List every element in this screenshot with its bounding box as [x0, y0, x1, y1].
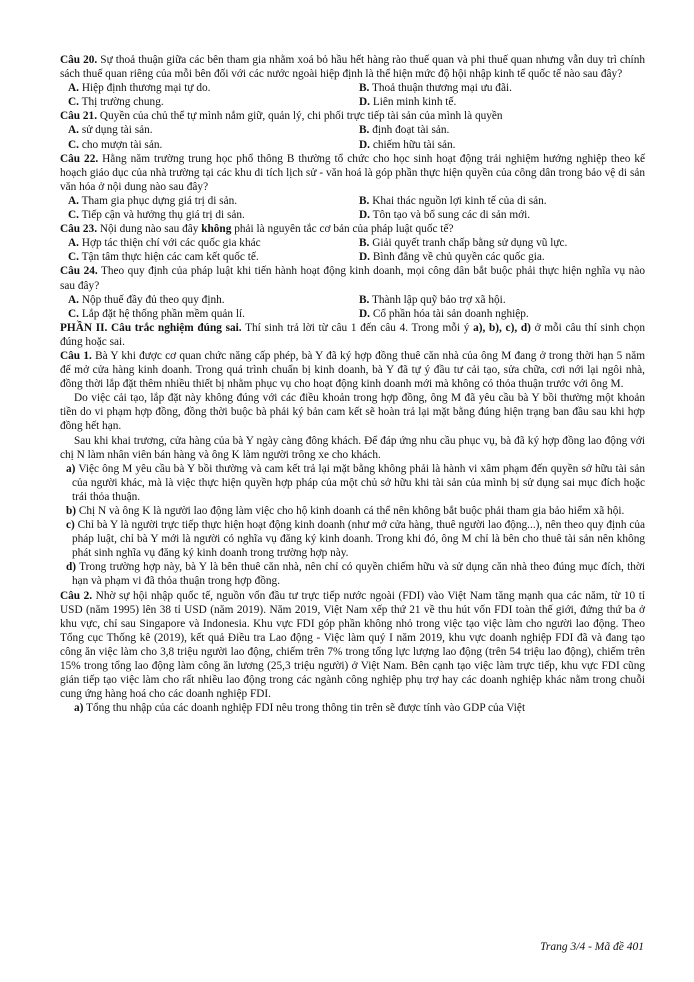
option-a[interactable]: A. Hiệp định thương mại tự do. — [68, 82, 211, 95]
question-22 — [60, 152, 645, 222]
paragraph: Do việc cải tạo, lắp đặt này không đúng với các điều khoản trong hợp đồng, ông M đã yêu cầu bà Y bồi thường một khoản tiền do vi phạm hợp đồng, đồng thời buộc bà phải ký bản cam kết sẽ hoàn trả lại mặt bằng đúng hiện trạng ban đầu sau khi hợp đồng hết hạn. — [60, 392, 645, 433]
option-c[interactable]: C. Tiếp cận và hưởng thụ giá trị di sản. — [68, 209, 245, 222]
question-text-end: phải là nguyên tắc cơ bản của pháp luật quốc tế? — [231, 223, 454, 236]
question-20 — [60, 53, 645, 109]
option-b[interactable]: B. Thành lập quỹ bảo trợ xã hội. — [359, 293, 506, 306]
question-number: Câu 22. — [60, 152, 99, 165]
question-21 — [60, 109, 645, 151]
true-false-question-1 — [60, 349, 645, 589]
question-number: Câu 20. — [60, 54, 98, 66]
question-text: Sự thoả thuận giữa các bên tham gia nhằm xoá bỏ hầu hết hàng rào thuế quan và phi thuế quan nhưng vẫn duy trì chính sách thuế quan riêng của mỗi bên đối với các nước ngoài hiệp định là thể hiện mức độ hội nhập kinh tế quốc tế nào sau đây? — [60, 54, 645, 81]
option-c[interactable]: C. Lắp đặt hệ thống phần mềm quản lí. — [68, 307, 245, 320]
paragraph: Nhờ sự hội nhập quốc tế, nguồn vốn đầu tư trực tiếp nước ngoài (FDI) vào Việt Nam tăng mạnh qua các năm, từ 10 tỉ USD (năm 1995) lên 38 tỉ USD (năm 2019). Năm 2019, Việt Nam xếp thứ 21 về thu hút vốn FDI toàn thế giới, đứng thứ ba ở khu vực, chỉ sau Singapore và Indonesia. Khu vực FDI góp phần không nhỏ trong việc tạo việc làm cho người lao động. Theo Tổng cục Thống kê (2019), kết quả Điều tra Lao động - Việc làm quý I năm 2019, khu vực doanh nghiệp FDI đã và đang tạo công ăn việc làm cho 3,8 triệu người lao động, chiếm trên 7% trong tổng lực lượng lao động (trên 54 triệu lao động), chiếm trên 15% trong tổng lao động làm công ăn lương (25,3 triệu người) ở Việt Nam. Bên cạnh tạo việc làm trực tiếp, khu vực FDI cũng gián tiếp tạo việc làm cho rất nhiều lao động trong các ngành công nghiệp phụ trợ hay các doanh nghiệp khác nằm trong chuỗi cung ứng hàng hoá cho các doanh nghiệp FDI. — [60, 589, 646, 701]
option-b[interactable]: B. Giải quyết tranh chấp bằng sử dụng vũ lực. — [359, 237, 568, 250]
option-a[interactable]: A. Hợp tác thiện chí với các quốc gia khác — [68, 237, 261, 250]
question-24 — [60, 264, 645, 320]
paragraph: Bà Y khi được cơ quan chức năng cấp phép, bà Y đã ký hợp đồng thuê căn nhà của ông M đang ở trong thời hạn 5 năm để mở cửa hàng kinh doanh. Trong quá trình chuẩn bị kinh doanh, bà Y đã tự ý đầu tư cải tạo, sửa chữa, cơi nới lại ngôi nhà, đồng thời lắp đặt thêm nhiều thiết bị nhằm phục vụ cho hoạt động kinh doanh mới mà không có thỏa thuận trước với ông M. — [60, 349, 646, 391]
statement-a[interactable]: a) Việc ông M yêu cầu bà Y bồi thường và cam kết trả lại mặt bằng không phải là hành vi xâm phạm đến quyền sở hữu tài sản của người khác, mà là việc thực hiện quyền hợp pháp của một chủ sở hữu khi tài sản của mình bị sử dụng sai mục đích hoặc trái thỏa thuận. — [66, 462, 645, 503]
question-number: Câu 21. — [60, 110, 98, 123]
option-d[interactable]: D. Liên minh kinh tế. — [359, 96, 457, 109]
statement-d[interactable]: d) Trong trường hợp này, bà Y là bên thuê căn nhà, nên chỉ có quyền chiếm hữu và sử dụng căn nhà theo đúng mục đích, thời hạn và phạm vi đã thỏa thuận trong hợp đồng. — [66, 561, 645, 588]
statement-c[interactable]: c) Chỉ bà Y là người trực tiếp thực hiện hoạt động kinh doanh (như mở cửa hàng, thuê người lao động...), nên theo quy định của pháp luật, chỉ bà Y mới là người có nghĩa vụ đăng ký kinh doanh. Trong khi đó, ông M chỉ là bên cho thuê tài sản nên không phát sinh nghĩa vụ đăng ký kinh doanh trong trường hợp này. — [66, 519, 646, 560]
paragraph: Sau khi khai trương, cửa hàng của bà Y ngày càng đông khách. Để đáp ứng nhu cầu phục vụ, bà đã ký hợp đồng lao động với chị N làm nhân viên bán hàng và ông K làm người trông xe cho khách. — [60, 434, 645, 461]
part2-heading: PHẦN II. Câu trắc nghiệm đúng sai. Thí sinh trả lời từ câu 1 đến câu 4. Trong mỗi ý a), b), c), d) ở mỗi câu thí sinh chọn đúng hoặc sai. — [60, 321, 645, 348]
question-number: Câu 24. — [60, 265, 98, 278]
option-d[interactable]: D. Bình đẳng về chủ quyền các quốc gia. — [359, 251, 545, 264]
option-d[interactable]: D. chiếm hữu tài sản. — [359, 138, 456, 151]
question-text: Theo quy định của pháp luật khi tiến hành hoạt động kinh doanh, mọi công dân bắt buộc phải thực hiện nghĩa vụ nào sau đây? — [60, 265, 645, 292]
option-c[interactable]: C. Thị trường chung. — [68, 96, 164, 109]
statement-b[interactable]: b) Chị N và ông K là người lao động làm việc cho hộ kinh doanh cá thể nên không bắt buộc phải tham gia bảo hiểm xã hội. — [66, 505, 625, 517]
option-c[interactable]: C. cho mượn tài sản. — [68, 138, 163, 151]
question-number: Câu 23. — [60, 223, 98, 236]
question-emphasis: không — [201, 223, 232, 236]
question-number: Câu 2. — [60, 589, 93, 602]
option-b[interactable]: B. Thoả thuận thương mại ưu đãi. — [359, 82, 512, 95]
question-23 — [60, 222, 645, 264]
page-footer: Trang 3/4 - Mã đề 401 — [540, 941, 644, 953]
option-b[interactable]: B. Khai thác nguồn lợi kinh tế của di sản. — [359, 194, 547, 207]
statement-a[interactable]: a) Tổng thu nhập của các doanh nghiệp FDI nêu trong thông tin trên sẽ được tính vào GDP của Việt — [74, 702, 526, 715]
option-c[interactable]: C. Tận tâm thực hiện các cam kết quốc tế. — [68, 251, 259, 264]
option-b[interactable]: B. định đoạt tài sản. — [359, 124, 450, 137]
question-text: Nội dung nào sau đây — [99, 223, 202, 236]
option-a[interactable]: A. sử dụng tài sản. — [68, 124, 153, 137]
exam-page — [60, 53, 645, 715]
question-text: Hằng năm trường trung học phổ thông B thường tổ chức cho học sinh hoạt động trải nghiệm hướng nghiệp theo kế hoạch giáo dục của nhà trường tại các khu di tích lịch sử - văn hoá là góp phần thực hiện quyền của công dân trong bảo vệ di sản văn hóa ở nội dung nào sau đây? — [60, 152, 645, 193]
question-number: Câu 1. — [60, 349, 92, 362]
option-a[interactable]: A. Nộp thuế đầy đủ theo quy định. — [68, 293, 225, 306]
option-d[interactable]: D. Cổ phần hóa tài sản doanh nghiệp. — [359, 307, 529, 320]
option-d[interactable]: D. Tôn tạo và bổ sung các di sản mới. — [359, 209, 531, 222]
part2-title: PHẦN II. Câu trắc nghiệm đúng sai. — [60, 321, 242, 334]
option-a[interactable]: A. Tham gia phục dựng giá trị di sản. — [68, 194, 238, 207]
question-text: Quyền của chủ thể tự mình nắm giữ, quản lý, chi phối trực tiếp tài sản của mình là quyền — [99, 110, 503, 123]
true-false-question-2 — [60, 589, 645, 716]
